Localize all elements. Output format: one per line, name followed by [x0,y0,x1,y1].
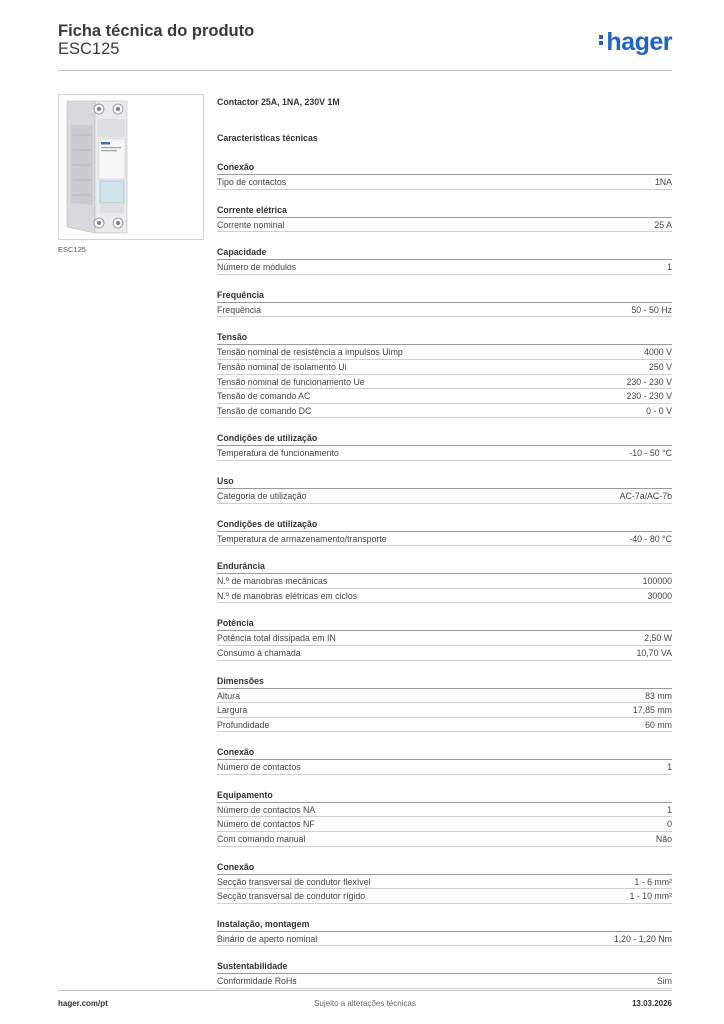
spec-value: 10,70 VA [636,647,672,658]
spec-value: Não [655,834,672,845]
spec-label: Tensão nominal de resistência a impulsos Uimp [217,347,403,358]
product-image [58,94,204,240]
spec-value: 17,85 mm [632,705,672,716]
spec-value: 1 [667,762,672,773]
spec-group [217,518,672,547]
document-title: Ficha técnica do produto [58,22,255,40]
spec-row [217,375,672,390]
spec-value: 230 - 230 V [626,391,672,402]
spec-row [217,404,672,419]
spec-label: Profundidade [217,719,270,730]
spec-row [217,574,672,589]
spec-content [217,96,672,1003]
spec-row [217,832,672,847]
spec-group [217,161,672,190]
spec-group [217,789,672,847]
spec-group-title: Potência [217,617,672,631]
spec-group-title: Frequência [217,289,672,303]
spec-label: Potência total dissipada em IN [217,633,336,644]
spec-groups [217,161,672,989]
spec-label: Corrente nominal [217,219,285,230]
spec-label: Tensão nominal de funcionamento Ue [217,376,365,387]
spec-label: Número de módulos [217,262,297,273]
spec-row [217,360,672,375]
spec-row [217,974,672,989]
spec-group [217,246,672,275]
spec-row [217,260,672,275]
spec-label: Binário de aperto nominal [217,933,318,944]
spec-row [217,389,672,404]
spec-label: Tensão de comando DC [217,405,312,416]
spec-value: -40 - 80 °C [629,533,672,544]
spec-row [217,689,672,704]
spec-group [217,675,672,733]
spec-group-title: Sustentabilidade [217,960,672,974]
spec-value: 25 A [654,219,672,230]
product-title: Contactor 25A, 1NA, 230V 1M [217,97,340,107]
spec-value: 1 - 6 mm² [634,876,672,887]
footer-website-link[interactable]: hager.com/pt [58,999,108,1008]
spec-row [217,532,672,547]
footer-date: 13.03.2026 [631,999,672,1008]
spec-group-title: Tensão [217,331,672,345]
spec-group-title: Corrente elétrica [217,204,672,218]
spec-row [217,646,672,661]
spec-group-title: Endurância [217,560,672,574]
spec-value: 230 - 230 V [626,376,672,387]
spec-value: 0 - 0 V [646,405,672,416]
spec-group-title: Dimensões [217,675,672,689]
spec-label: Consumo à chamada [217,647,301,658]
spec-label: Secção transversal de condutor rígido [217,891,366,902]
page-header [58,20,672,71]
spec-value: 1 [667,804,672,815]
spec-value: 1 - 10 mm² [629,891,672,902]
spec-row [217,631,672,646]
spec-label: Número de contactos NF [217,819,315,830]
spec-label: Com comando manual [217,834,306,845]
spec-label: Tensão nominal de isolamento Ui [217,361,347,372]
spec-row [217,446,672,461]
logo-dots-icon [599,33,604,47]
spec-row [217,932,672,947]
spec-row [217,718,672,733]
spec-value: -10 - 50 °C [629,448,672,459]
spec-value: 2,50 W [644,633,672,644]
spec-group-title: Conexão [217,861,672,875]
spec-row [217,175,672,190]
image-caption: ESC125 [58,245,86,254]
spec-group [217,918,672,947]
spec-label: Temperatura de armazenamento/transporte [217,533,387,544]
spec-group-title: Instalação, montagem [217,918,672,932]
spec-label: Categoria de utilização [217,490,307,501]
spec-value: 100000 [642,576,672,587]
spec-row [217,218,672,233]
spec-group-title: Capacidade [217,246,672,260]
spec-group [217,204,672,233]
product-code: ESC125 [58,40,120,58]
spec-label: Tipo de contactos [217,177,287,187]
spec-value: 4000 V [644,347,672,358]
spec-group-title: Equipamento [217,789,672,803]
spec-row [217,489,672,504]
spec-group [217,475,672,504]
spec-label: Temperatura de funcionamento [217,448,339,459]
spec-value: 30000 [647,590,672,601]
logo-text: hager [606,28,672,56]
spec-value: 1,20 - 1,20 Nm [613,933,672,944]
spec-row [217,703,672,718]
spec-value: 1 [667,262,672,273]
spec-group [217,289,672,318]
spec-group-title: Condições de utilização [217,518,672,532]
spec-row [217,803,672,818]
spec-group [217,617,672,660]
spec-group [217,432,672,461]
spec-label: Secção transversal de condutor flexível [217,876,371,887]
section-heading: Características técnicas [217,133,318,143]
spec-row [217,760,672,775]
spec-label: Número de contactos [217,762,301,773]
page-footer [58,990,672,1011]
footer-note: Sujeito a alterações técnicas [314,999,416,1008]
spec-group [217,560,672,603]
spec-value: 0 [667,819,672,830]
spec-group-title: Conexão [217,161,672,175]
spec-group-title: Condições de utilização [217,432,672,446]
spec-row [217,589,672,604]
spec-group-title: Uso [217,475,672,489]
spec-label: Largura [217,705,248,716]
spec-group [217,746,672,775]
spec-group [217,960,672,989]
spec-group-title: Conexão [217,746,672,760]
spec-label: Frequência [217,304,262,315]
spec-label: Conformidade RoHs [217,976,297,987]
spec-label: Tensão de comando AC [217,391,311,402]
spec-value: 250 V [649,361,672,372]
spec-row [217,889,672,904]
spec-value: AC-7a/AC-7b [619,490,672,501]
contactor-illustration-icon [59,95,203,239]
spec-value: Sim [656,976,672,987]
spec-row [217,875,672,890]
spec-group [217,331,672,418]
spec-group [217,861,672,904]
spec-label: N.º de manobras elétricas em ciclos [217,590,358,601]
spec-label: Número de contactos NA [217,804,316,815]
spec-value: 83 mm [645,690,672,701]
spec-row [217,345,672,360]
spec-label: N.º de manobras mecânicas [217,576,328,587]
spec-value: 1NA [654,177,672,187]
spec-value: 60 mm [645,719,672,730]
hager-logo [599,28,672,57]
spec-value: 50 - 50 Hz [631,304,672,315]
spec-label: Altura [217,690,240,701]
spec-row [217,303,672,318]
spec-row [217,817,672,832]
